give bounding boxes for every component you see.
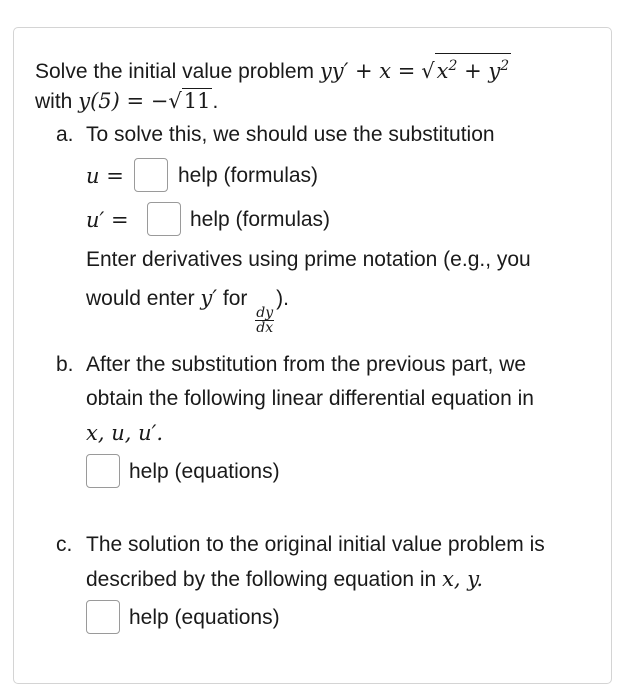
problem-equation-sqrt: $√x^2 + y^2$: [421, 53, 511, 86]
part-c-line1: The solution to the original initial value problem is: [86, 533, 545, 556]
uprime-label: u′ =: [86, 208, 129, 232]
uprime-answer-input[interactable]: [147, 202, 181, 236]
part-c-vars: x, y.: [442, 567, 484, 591]
part-c-answer-input[interactable]: [86, 600, 120, 634]
initial-condition-sqrt: √11: [168, 89, 211, 113]
problem-with: with: [35, 90, 73, 113]
help-equations-link-b[interactable]: help (equations): [129, 460, 280, 483]
initial-condition: y(5) = −: [78, 89, 169, 113]
part-a-note-line2: would enter y′ for $\frac{dy}{dx}$ ).: [86, 286, 289, 336]
part-a-line1: To solve this, we should use the substitution: [86, 123, 495, 146]
u-label: u =: [86, 164, 124, 188]
dy-dx-fraction: $\frac{dy}{dx}$: [256, 305, 274, 336]
help-equations-link-c[interactable]: help (equations): [129, 606, 280, 629]
problem-statement-line1: [35, 53, 511, 86]
u-answer-input[interactable]: [134, 158, 168, 192]
part-c-line2: described by the following equation in x, y.: [86, 567, 484, 591]
part-b-vars: x, u, u′.: [86, 421, 164, 445]
help-formulas-link-1[interactable]: help (formulas): [178, 164, 319, 187]
help-formulas-link-2[interactable]: help (formulas): [190, 208, 331, 231]
part-c-label: c.: [56, 533, 73, 556]
part-b-answer-input[interactable]: [86, 454, 120, 488]
problem-intro: Solve the initial value problem: [35, 60, 314, 83]
part-b-line1: After the substitution from the previous part, we: [86, 353, 527, 376]
part-a-label: a.: [56, 123, 74, 146]
part-b-line2: obtain the following linear differential equation in: [86, 387, 534, 410]
problem-equation-lhs: yy′ + x =: [319, 59, 416, 83]
problem-statement-line2: with y(5) = −√11.: [35, 87, 218, 116]
part-b-label: b.: [56, 353, 74, 376]
part-a-note-line1: Enter derivatives using prime notation (e.g., you: [86, 248, 531, 271]
